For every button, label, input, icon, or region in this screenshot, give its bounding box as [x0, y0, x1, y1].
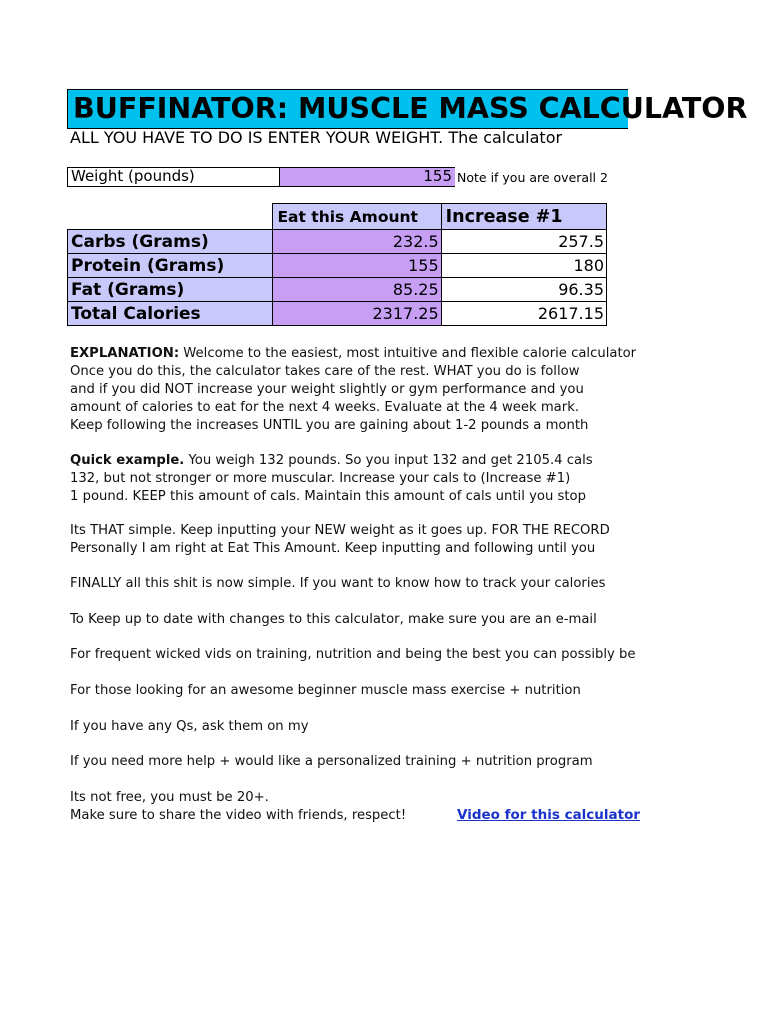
- page-title: BUFFINATOR: MUSCLE MASS CALCULATOR: [73, 92, 748, 125]
- row-label-total-calories: Total Calories: [68, 302, 273, 326]
- example-heading: Quick example.: [70, 453, 185, 468]
- macro-table: [67, 203, 607, 326]
- questions-text: If you have any Qs, ask them on my: [70, 719, 309, 734]
- simple-line-2: Personally I am right at Eat This Amount. Keep inputting and following until you: [70, 541, 596, 556]
- vids-text: For frequent wicked vids on training, nutrition and being the best you can possibly be: [70, 647, 636, 662]
- explanation-line-2: Once you do this, the calculator takes care of the rest. WHAT you do is follow: [70, 364, 580, 379]
- not-free-text: Its not free, you must be 20+.: [70, 790, 269, 805]
- updates-text: To Keep up to date with changes to this calculator, make sure you are an e-mail: [70, 612, 597, 627]
- weight-input[interactable]: 155: [423, 167, 452, 185]
- header-blank-cell: [68, 204, 273, 230]
- row-label-fat: Fat (Grams): [68, 278, 273, 302]
- example-line-2: 132, but not stronger or more muscular. Increase your cals to (Increase #1): [70, 471, 571, 486]
- finally-text: FINALLY all this shit is now simple. If you want to know how to track your calories: [70, 576, 606, 591]
- carbs-increase-value: 257.5: [441, 230, 606, 254]
- example-line-1: [70, 452, 593, 470]
- explanation-line-1: [70, 345, 636, 363]
- carbs-eat-value: 232.5: [273, 230, 441, 254]
- explanation-text: Welcome to the easiest, most intuitive and flexible calorie calculator: [179, 346, 637, 361]
- video-link[interactable]: Video for this calculator: [457, 807, 641, 823]
- protein-increase-value: 180: [441, 254, 606, 278]
- example-text: You weigh 132 pounds. So you input 132 and get 2105.4 cals: [184, 453, 593, 468]
- table-header-row: [68, 204, 607, 230]
- protein-eat-value: 155: [273, 254, 441, 278]
- fat-eat-value: 85.25: [273, 278, 441, 302]
- table-row: [68, 278, 607, 302]
- share-text: Make sure to share the video with friends, respect!: [70, 808, 407, 823]
- simple-line-1: Its THAT simple. Keep inputting your NEW weight as it goes up. FOR THE RECORD: [70, 523, 610, 538]
- calories-increase-value: 2617.15: [441, 302, 606, 326]
- header-increase-1: Increase #1: [441, 204, 606, 230]
- header-eat-amount: Eat this Amount: [273, 204, 441, 230]
- explanation-line-3: and if you did NOT increase your weight slightly or gym performance and you: [70, 382, 584, 397]
- fat-increase-value: 96.35: [441, 278, 606, 302]
- row-label-carbs: Carbs (Grams): [68, 230, 273, 254]
- help-text: If you need more help + would like a personalized training + nutrition program: [70, 754, 593, 769]
- weight-note: Note if you are overall 2: [457, 170, 608, 185]
- table-row: [68, 302, 607, 326]
- explanation-line-5: Keep following the increases UNTIL you are gaining about 1-2 pounds a month: [70, 418, 589, 433]
- calories-eat-value: 2317.25: [273, 302, 441, 326]
- page-subtitle: ALL YOU HAVE TO DO IS ENTER YOUR WEIGHT. The calculator: [70, 128, 563, 147]
- explanation-line-4: amount of calories to eat for the next 4 weeks. Evaluate at the 4 week mark.: [70, 400, 580, 415]
- table-row: [68, 230, 607, 254]
- row-label-protein: Protein (Grams): [68, 254, 273, 278]
- table-row: [68, 254, 607, 278]
- beginner-text: For those looking for an awesome beginner muscle mass exercise + nutrition: [70, 683, 581, 698]
- explanation-heading: EXPLANATION:: [70, 346, 180, 361]
- weight-label: Weight (pounds): [71, 167, 195, 185]
- example-line-3: 1 pound. KEEP this amount of cals. Maintain this amount of cals until you stop: [70, 489, 586, 504]
